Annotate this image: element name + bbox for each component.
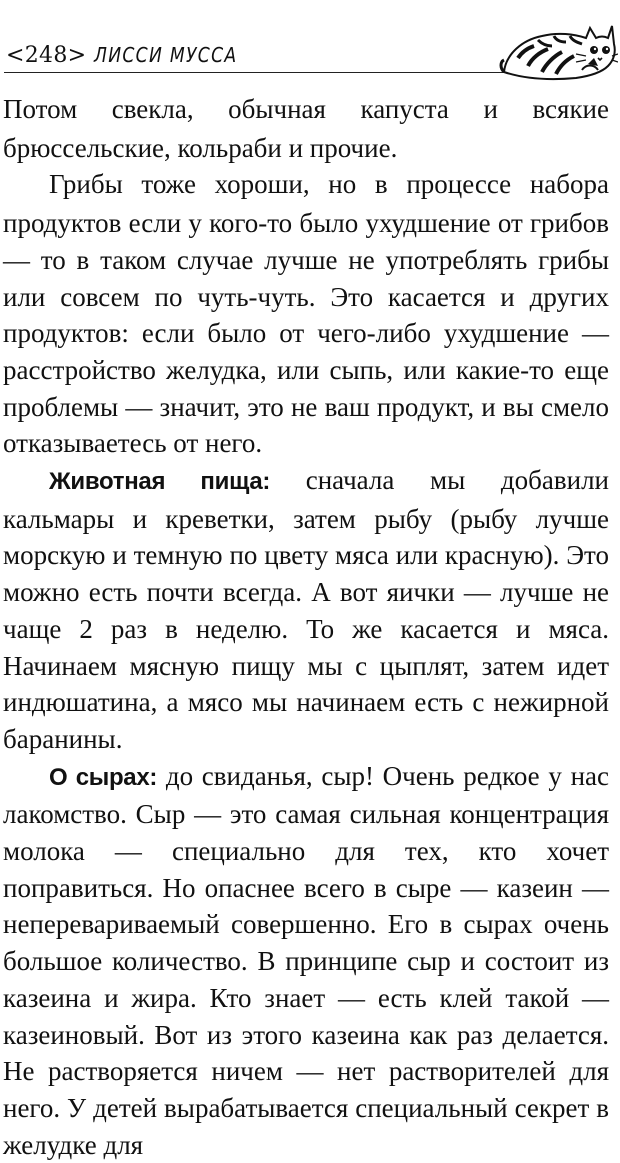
paragraph	[3, 91, 609, 166]
running-title: ЛИССИ МУССА	[94, 43, 238, 67]
paragraph-text: Потом свекла, обычная капуста и всякие брюссельские, кольраби и прочие.	[3, 94, 609, 163]
paragraph	[3, 166, 609, 462]
paragraph-text: Грибы тоже хороши, но в процессе набора продуктов если у кого-то было ухудшение от грибов — то в таком случае лучше не употреблять грибы или совсем по чуть-чуть. Это касается и других продуктов: если было от чего-либо ухудшение — расстройство желудка, или сыпь, или какие-то еще проблемы — значит, это не ваш продукт, и вы смело отказываетесь от него.	[3, 169, 609, 459]
header-rule	[4, 72, 524, 73]
body-text	[3, 91, 609, 1163]
paragraph-text: сначала мы добавили кальмары и креветки, затем рыбу (рыбу лучше морскую и темную по цвету мяса или красную). Это можно есть почти всегда. А вот яички — лучше не чаще 2 раз в неделю. То же касается и мяса. Начинаем мясную пищу мы с цыплят, затем идет индюшатина, а мясо мы начинаем есть с нежирной баранины.	[3, 465, 609, 754]
paragraph-lead: О сырах:	[49, 763, 158, 791]
page-header	[0, 14, 620, 76]
page-number: <248>	[6, 43, 87, 68]
paragraph-text: до свиданья, сыр! Очень редкое у нас лакомство. Сыр — это самая сильная концентрация молока — специально для тех, кто хочет поправиться. Но опаснее всего в сыре — казеин — неперевариваемый совершенно. Его в сырах очень большое количество. В принципе сыр и состоит из казеина и жира. Кто знает — есть клей такой — казеиновый. Вот из этого казеина как раз делается. Не растворяется ничем — нет растворителей для него. У детей вырабатывается специальный секрет в желудке для	[3, 760, 609, 1160]
paragraph-lead: Животная пища:	[49, 468, 271, 496]
paragraph	[3, 758, 609, 1163]
paragraph	[3, 462, 609, 758]
cat-icon	[498, 14, 618, 86]
